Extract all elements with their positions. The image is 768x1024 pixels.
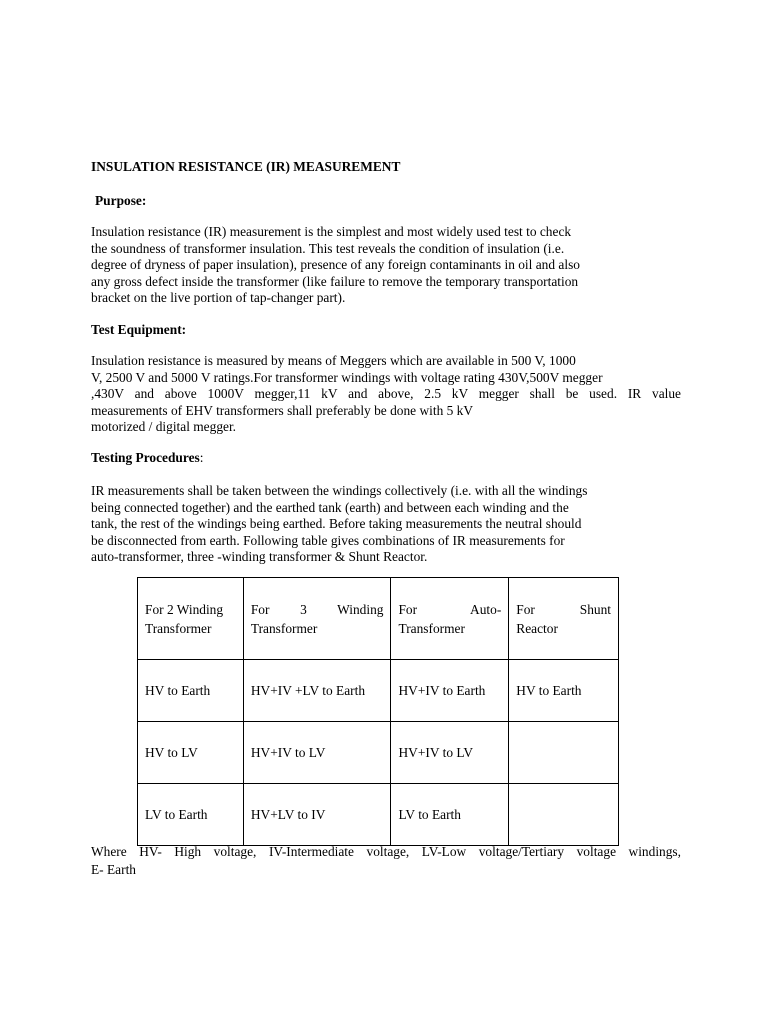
equipment-line: ,430V and above 1000V megger,11 kV and above, 2.5 kV megger shall be used. IR value — [91, 386, 681, 402]
table-row — [138, 784, 619, 846]
table-cell: HV+IV +LV to Earth — [243, 660, 391, 722]
table-row — [138, 660, 619, 722]
procedures-line: tank, the rest of the windings being earthed. Before taking measurements the neutral should — [91, 516, 582, 532]
purpose-line: the soundness of transformer insulation. This test reveals the condition of insulation (i.e. — [91, 240, 565, 256]
table-cell: LV to Earth — [391, 784, 509, 846]
purpose-line: any gross defect inside the transformer (like failure to remove the temporary transportation — [91, 273, 579, 289]
equipment-line: measurements of EHV transformers shall preferably be done with 5 kV — [91, 402, 474, 418]
equipment-line: Insulation resistance is measured by means of Meggers which are available in 500 V, 1000 — [91, 353, 576, 368]
testing-procedures-heading-text: Testing Procedures — [91, 450, 200, 465]
purpose-heading: Purpose: — [95, 193, 147, 208]
testing-procedures-colon: : — [199, 450, 204, 465]
abbreviations-note — [91, 844, 681, 880]
purpose-paragraph — [91, 224, 681, 307]
purpose-line: degree of dryness of paper insulation), presence of any foreign contaminants in oil and also — [91, 257, 580, 273]
equipment-line: motorized / digital megger. — [91, 419, 237, 435]
header-line: For Auto- — [398, 601, 502, 617]
table-header-cell — [509, 578, 619, 660]
header-line: For Shunt — [516, 601, 611, 617]
testing-procedures-paragraph — [91, 483, 681, 566]
table-header-cell — [391, 578, 509, 660]
table-cell: HV to LV — [138, 722, 244, 784]
table-cell: HV+IV to LV — [391, 722, 509, 784]
procedures-line: IR measurements shall be taken between the windings collectively (i.e. with all the windings — [91, 483, 588, 498]
table-header-cell — [138, 578, 244, 660]
purpose-line: Insulation resistance (IR) measurement is the simplest and most widely used test to check — [91, 224, 572, 239]
table-row — [138, 722, 619, 784]
header-line: Reactor — [516, 620, 558, 636]
header-line: Transformer — [250, 620, 318, 636]
procedures-line: being connected together) and the earthed tank (earth) and between each winding and the — [91, 499, 569, 515]
header-line: Transformer — [398, 620, 465, 636]
table-header-cell — [243, 578, 391, 660]
table-header-row — [138, 578, 619, 660]
table-cell — [509, 784, 619, 846]
purpose-line: bracket on the live portion of tap-changer part). — [91, 290, 346, 306]
table-cell: HV to Earth — [138, 660, 244, 722]
ir-combinations-table — [137, 577, 619, 846]
footer-line: E- Earth — [91, 862, 136, 877]
table-cell: HV+IV to LV — [243, 722, 391, 784]
procedures-line: auto-transformer, three -winding transformer & Shunt Reactor. — [91, 549, 428, 565]
test-equipment-heading: Test Equipment: — [91, 322, 187, 337]
table-cell: HV+IV to Earth — [391, 660, 509, 722]
header-line: For 3 Winding — [250, 601, 384, 617]
table-cell: HV+LV to IV — [243, 784, 391, 846]
testing-procedures-heading — [91, 450, 203, 467]
table-cell — [509, 722, 619, 784]
header-line: Transformer — [145, 620, 212, 636]
footer-line: Where HV- High voltage, IV-Intermediate voltage, LV-Low voltage/Tertiary voltage windings, — [91, 844, 681, 859]
equipment-line: V, 2500 V and 5000 V ratings.For transformer windings with voltage rating 430V,500V megger — [91, 369, 603, 385]
table-cell: HV to Earth — [509, 660, 619, 722]
document-title: INSULATION RESISTANCE (IR) MEASUREMENT — [91, 159, 401, 174]
test-equipment-paragraph — [91, 353, 681, 436]
procedures-line: be disconnected from earth. Following table gives combinations of IR measurements for — [91, 532, 565, 548]
table-cell: LV to Earth — [138, 784, 244, 846]
header-line: For 2 Winding — [145, 601, 224, 617]
